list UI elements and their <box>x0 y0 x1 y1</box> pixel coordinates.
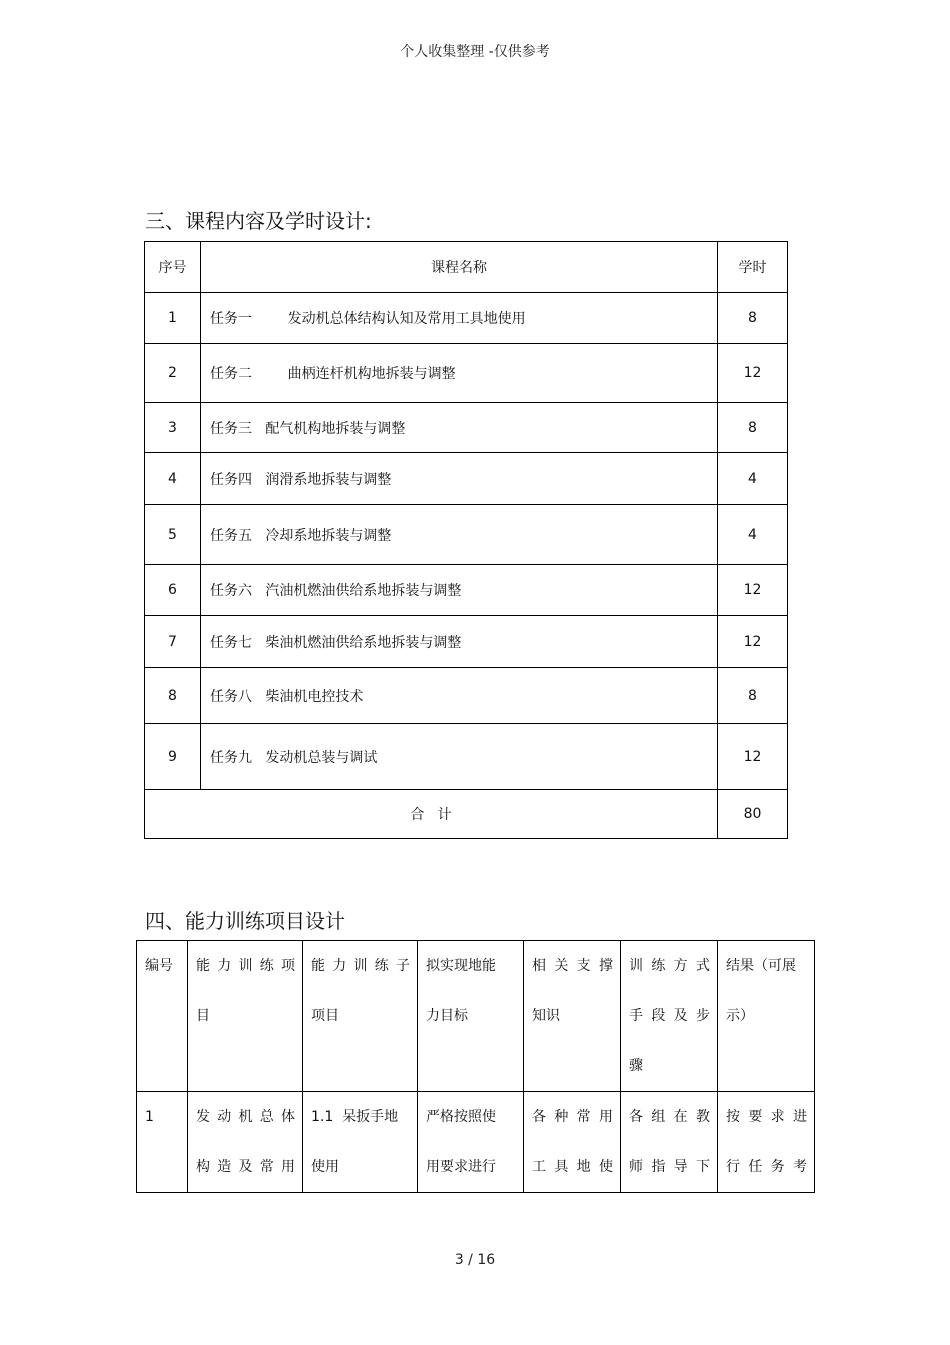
table-row <box>145 724 788 790</box>
row-hours: 12 <box>718 724 788 790</box>
table-row <box>145 293 788 344</box>
header-line: 骤 <box>629 1058 643 1074</box>
header-line: 编号 <box>145 958 173 974</box>
row-hours: 12 <box>718 344 788 403</box>
table-row <box>145 403 788 453</box>
row-project <box>188 1092 303 1193</box>
row-no: 6 <box>145 565 201 616</box>
row-name: 任务二 曲柄连杆机构地拆装与调整 <box>201 344 718 403</box>
row-knowledge <box>524 1092 621 1193</box>
row-no: 3 <box>145 403 201 453</box>
header-line: 手段及步 <box>629 1008 710 1024</box>
row-no: 7 <box>145 616 201 668</box>
header-line: 能力训练子 <box>311 958 410 974</box>
table-header-row <box>145 242 788 293</box>
table-row <box>145 505 788 565</box>
table-row <box>145 344 788 403</box>
cell-line: 师指导下 <box>629 1159 710 1175</box>
col-header-hours: 学时 <box>718 242 788 293</box>
row-no: 2 <box>145 344 201 403</box>
header-line: 知识 <box>532 1008 560 1024</box>
row-result <box>718 1092 815 1193</box>
col-header-id <box>137 941 188 1092</box>
header-line: 结果（可展 <box>726 958 796 974</box>
row-name: 任务五 冷却系地拆装与调整 <box>201 505 718 565</box>
cell-line: 严格按照使 <box>426 1109 496 1125</box>
row-hours: 4 <box>718 453 788 505</box>
total-hours: 80 <box>718 790 788 839</box>
cell-line: 构造及常用 <box>196 1159 295 1175</box>
row-no: 5 <box>145 505 201 565</box>
table-row <box>145 616 788 668</box>
col-header-goal <box>418 941 524 1092</box>
row-goal <box>418 1092 524 1193</box>
cell-line: 各组在教 <box>629 1109 710 1125</box>
cell-line: 按要求进 <box>726 1109 807 1125</box>
cell-line: 工具地使 <box>532 1159 613 1175</box>
course-content-table <box>144 241 788 839</box>
section4-title: 四、能力训练项目设计 <box>145 909 345 933</box>
col-header-name: 课程名称 <box>201 242 718 293</box>
cell-line: 1 <box>145 1109 154 1125</box>
row-hours: 4 <box>718 505 788 565</box>
table-total-row <box>145 790 788 839</box>
cell-line: 1.1 呆扳手地 <box>311 1109 399 1125</box>
row-hours: 12 <box>718 565 788 616</box>
row-hours: 8 <box>718 403 788 453</box>
row-subproject <box>303 1092 418 1193</box>
table-row <box>145 668 788 724</box>
cell-line: 各种常用 <box>532 1109 613 1125</box>
row-method <box>621 1092 718 1193</box>
col-header-subproject <box>303 941 418 1092</box>
page-header: 个人收集整理 -仅供参考 <box>400 44 550 60</box>
row-name: 任务九 发动机总装与调试 <box>201 724 718 790</box>
row-no: 9 <box>145 724 201 790</box>
row-name: 任务四 润滑系地拆装与调整 <box>201 453 718 505</box>
cell-line: 用要求进行 <box>426 1159 496 1175</box>
header-line: 目 <box>196 1008 210 1024</box>
header-line: 相关支撑 <box>532 958 613 974</box>
total-label: 合 计 <box>145 790 718 839</box>
row-id <box>137 1092 188 1193</box>
row-name: 任务七 柴油机燃油供给系地拆装与调整 <box>201 616 718 668</box>
row-name: 任务六 汽油机燃油供给系地拆装与调整 <box>201 565 718 616</box>
row-name: 任务一 发动机总体结构认知及常用工具地使用 <box>201 293 718 344</box>
row-no: 1 <box>145 293 201 344</box>
col-header-no: 序号 <box>145 242 201 293</box>
table-row <box>137 1092 815 1193</box>
header-line: 示） <box>726 1008 754 1024</box>
row-name: 任务八 柴油机电控技术 <box>201 668 718 724</box>
row-name: 任务三 配气机构地拆装与调整 <box>201 403 718 453</box>
row-hours: 8 <box>718 668 788 724</box>
table-row <box>145 565 788 616</box>
row-hours: 8 <box>718 293 788 344</box>
table-header-row <box>137 941 815 1092</box>
row-no: 8 <box>145 668 201 724</box>
row-no: 4 <box>145 453 201 505</box>
table-row <box>145 453 788 505</box>
row-hours: 12 <box>718 616 788 668</box>
col-header-knowledge <box>524 941 621 1092</box>
cell-line: 使用 <box>311 1159 339 1175</box>
col-header-method <box>621 941 718 1092</box>
header-line: 项目 <box>311 1008 339 1024</box>
page-number: 3 / 16 <box>454 1252 496 1268</box>
header-line: 力目标 <box>426 1008 468 1024</box>
header-line: 拟实现地能 <box>426 958 496 974</box>
cell-line: 发动机总体 <box>196 1109 295 1125</box>
cell-line: 行任务考 <box>726 1159 807 1175</box>
col-header-project <box>188 941 303 1092</box>
ability-training-table <box>136 940 815 1193</box>
col-header-result <box>718 941 815 1092</box>
header-line: 能力训练项 <box>196 958 295 974</box>
section3-title: 三、课程内容及学时设计: <box>145 209 372 233</box>
header-line: 训练方式 <box>629 958 710 974</box>
